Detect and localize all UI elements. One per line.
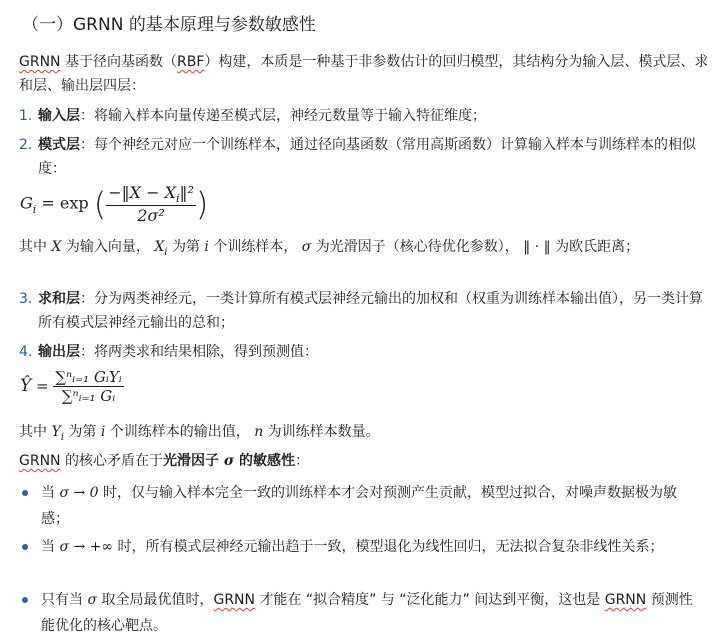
formula-numerator-end: ‖² [179, 183, 194, 202]
layer-desc: ：将输入样本向量传递至模式层，神经元数量等于输入特征维度； [80, 108, 486, 124]
bullet-math: σ → 0 [59, 485, 99, 501]
bullet-text: 时，仅与输入样本完全一致的训练样本才会对预测产生贡献，模型过拟合，对噪声数据极为敏感； [41, 485, 678, 527]
math-xi-sub: i [164, 246, 168, 258]
formula-numerator-sub: i [175, 192, 180, 206]
formula2-lhs: Ŷ [20, 376, 32, 396]
bullet-text: 当 [41, 539, 60, 555]
note-text: 其中 [19, 424, 52, 440]
bullet-item [41, 480, 701, 532]
layer-desc: ：分为两类神经元，一类计算所有模式层神经元输出的加权和（权重为训练样本输出值），另一类计算所有模式层神经元输出的总和； [38, 291, 703, 331]
bullet-math: σ → +∞ [59, 539, 114, 555]
note-text: 其中 [19, 239, 52, 255]
bullet-item [41, 587, 701, 639]
math-norm: ‖ · ‖ [523, 239, 551, 255]
core-paragraph [19, 449, 709, 473]
math-x: X [51, 239, 62, 255]
math-n: n [254, 424, 264, 440]
math-y-sub: i [60, 431, 64, 443]
list-number: 1. [19, 108, 33, 124]
rbf-term: RBF [176, 54, 205, 70]
formula2-numerator: ∑ⁿᵢ₌₁ GᵢYᵢ [55, 368, 122, 386]
formula2-eq: = [31, 377, 54, 395]
bullet-text: 当 [41, 485, 60, 501]
layer-desc: ：每个神经元对应一个训练样本，通过径向基函数（常用高斯函数）计算输入样本与训练样本的相似度： [38, 137, 696, 177]
formula2-fraction [53, 368, 123, 405]
bullet-dot [22, 597, 28, 603]
formula-denominator: 2σ² [106, 205, 196, 225]
formula2-denominator: ∑ⁿᵢ₌₁ Gᵢ [53, 386, 123, 405]
layer-desc: ：将两类求和结果相除，得到预测值： [80, 344, 318, 360]
note-text: 为第 [167, 239, 205, 255]
bullet-math: σ [87, 592, 98, 608]
note-text: 个训练样本， [208, 239, 302, 255]
grnn-term: GRNN [213, 592, 255, 608]
math-i: i [100, 424, 106, 440]
gaussian-formula: $G_i = \exp$ ( $\frac{-‖X - X_i‖^2}{\text{2σ²}}$ ) [20, 183, 209, 226]
grnn-term: GRNN [604, 592, 647, 608]
math-sigma: σ [223, 453, 235, 469]
intro-text-b: ）构建，本质是一种基于非参数估计的回归模型，其结构分为输入层、模式层、求和层、输出层四层： [19, 54, 709, 94]
list-number: 4. [19, 344, 33, 360]
note-text: 为训练样本数量。 [263, 424, 380, 440]
list-item-input-layer [19, 104, 709, 128]
layer-name: 输出层 [38, 344, 80, 360]
formula-lhs-sub: i [32, 202, 37, 216]
list-item-pattern-layer [19, 133, 709, 181]
list-number: 2. [19, 137, 33, 153]
formula2-note [19, 420, 709, 450]
note-text: 为欧氏距离； [550, 239, 640, 255]
note-text: 为输入向量， [61, 239, 155, 255]
core-text: ： [295, 453, 310, 469]
intro-paragraph [19, 50, 709, 98]
bullet-item [41, 534, 701, 560]
formula-lhs: G [20, 193, 33, 213]
list-item-summation-layer [19, 287, 709, 335]
bullet-text: 只有当 [41, 592, 88, 608]
grnn-term: GRNN [19, 453, 61, 469]
core-text: 的核心矛盾在于 [60, 453, 163, 469]
bullet-dot [22, 544, 28, 550]
bullet-dot [22, 490, 28, 496]
math-y: Y [51, 424, 61, 440]
math-sigma: σ [301, 239, 312, 255]
formula-numerator: −‖X − X [108, 183, 176, 202]
formula-eq: = exp [36, 193, 89, 213]
layer-name: 求和层 [38, 291, 80, 307]
layer-name: 模式层 [38, 137, 80, 153]
intro-text-a: 基于径向基函数（ [60, 54, 177, 70]
section-heading: （一）GRNN 的基本原理与参数敏感性 [22, 15, 316, 35]
bullet-text: 才能在 “拟合精度” 与 “泛化能力” 间达到平衡，这也是 [255, 592, 605, 608]
note-text: 为光滑因子（核心待优化参数）， [311, 239, 524, 255]
math-xi: X [154, 239, 165, 255]
output-formula [20, 368, 124, 405]
bullet-text: 时，所有模式层神经元输出趋于一致，模型退化为线性回归，无法拟合复杂非线性关系； [113, 539, 664, 555]
bullet-text: 预测性能优化的核心靶点。 [41, 592, 693, 634]
layer-name: 输入层 [38, 108, 80, 124]
core-bold: 的敏感性 [234, 453, 296, 469]
formula1-note [19, 235, 709, 265]
core-bold: 光滑因子 [162, 453, 224, 469]
math-i: i [204, 239, 209, 255]
note-text: 为第 [63, 424, 101, 440]
grnn-term: GRNN [19, 54, 61, 70]
note-text: 个训练样本的输出值， [105, 424, 255, 440]
list-item-output-layer [19, 340, 709, 364]
formula-fraction [106, 183, 196, 225]
bullet-text: 取全局最优值时， [97, 592, 214, 608]
list-number: 3. [19, 291, 33, 307]
